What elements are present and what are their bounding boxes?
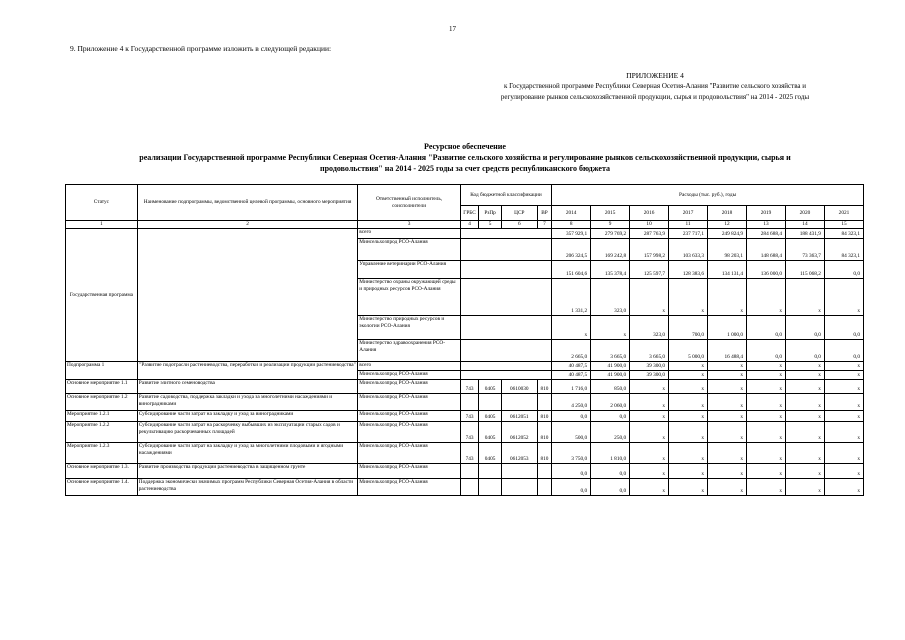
items-section [66,380,864,496]
row-rzpr: 0405 [479,380,502,394]
row-status: Мероприятие 1.2.2 [66,422,138,443]
row-status: Мероприятие 1.2.1 [66,411,138,422]
table-row [66,464,864,479]
row-value: 0,0 [785,316,824,340]
row-value: x [747,443,786,464]
row-value: x [824,464,863,479]
column-index: 7 [537,221,551,229]
column-index: 13 [747,221,786,229]
row-value: 39 300,0 [630,371,669,380]
row-name: Поддержка экономически значимых программ Республики Северная Осетия-Алания в области растениеводства [137,479,358,496]
row-value: x [708,371,747,380]
row-value: 0,0 [552,479,591,496]
row-value: x [669,422,708,443]
row-value: x [630,479,669,496]
row-value: x [747,362,786,371]
row-value: x [747,464,786,479]
row-csr: 0612052 [501,422,537,443]
row-executor: Министерство охраны окружающей среды и природных ресурсов РСО-Алания [358,279,461,316]
row-value: x [747,422,786,443]
row-code-cell [460,340,551,362]
row-value: 41 900,0 [591,362,630,371]
row-value: 73 363,7 [785,239,824,261]
header-rzpr: РзПр [479,206,502,221]
row-csr [501,479,537,496]
row-csr: 0612053 [501,443,537,464]
row-value: x [785,380,824,394]
row-value: x [785,479,824,496]
row-value: x [785,422,824,443]
header-expenses-group: Расходы (тыс. руб.), годы [552,185,864,206]
header-year: 2017 [669,206,708,221]
row-rzpr [479,479,502,496]
row-value: 2 060,0 [591,394,630,411]
gp-section [66,229,864,362]
row-executor: Минсельхозпрод РСО-Алания [358,464,461,479]
row-vr: 810 [537,380,551,394]
row-value: x [708,394,747,411]
row-value: 4 250,0 [552,394,591,411]
row-value: 3 750,0 [552,443,591,464]
row-value: x [824,371,863,380]
header-year: 2014 [552,206,591,221]
row-code-cell [460,362,551,371]
row-value: 40 487,5 [552,371,591,380]
column-index: 10 [630,221,669,229]
row-vr [537,479,551,496]
page-number: 17 [449,25,456,33]
column-index: 15 [824,221,863,229]
row-value: 0,0 [824,316,863,340]
row-value: 169 242,8 [591,239,630,261]
row-value: x [708,443,747,464]
column-index: 6 [501,221,537,229]
row-vr [537,394,551,411]
row-value: 249 824,9 [708,229,747,239]
row-value: x [785,394,824,411]
row-value: x [708,411,747,422]
row-executor: Минсельхозпрод РСО-Алания [358,239,461,261]
column-index-row [66,221,864,229]
row-value: 0,0 [747,316,786,340]
column-index: 4 [460,221,478,229]
row-value: 0,0 [591,411,630,422]
row-executor: Минсельхозпрод РСО-Алания [358,422,461,443]
row-value: 128 383,6 [669,261,708,279]
row-value: x [747,479,786,496]
row-value: x [591,316,630,340]
row-value: x [630,279,669,316]
row-value: 279 769,2 [591,229,630,239]
row-value: 850,0 [591,380,630,394]
column-index: 2 [137,221,358,229]
row-status: Основное мероприятие 1.1 [66,380,138,394]
row-value: 206 324,5 [552,239,591,261]
row-value: x [785,362,824,371]
row-executor: Министерство здравоохранения РСО-Алания [358,340,461,362]
row-value: 5 000,0 [669,340,708,362]
row-value: 151 604,6 [552,261,591,279]
row-value: 125 597,7 [630,261,669,279]
row-value: x [669,411,708,422]
row-grbs: 743 [460,443,478,464]
row-value: x [669,371,708,380]
row-value: 237 717,1 [669,229,708,239]
row-value: 0,0 [552,411,591,422]
row-value: x [669,362,708,371]
appendix-line-3: регулирование рынков сельскохозяйственной продукции, сырья и продовольствия" на 2014 - 2025 годы [500,93,810,101]
header-name: Наименование подпрограммы, ведомственной целевой программы, основного мероприятия [137,185,358,221]
row-executor: Минсельхозпрод РСО-Алания [358,371,461,380]
row-value: x [747,394,786,411]
column-index: 12 [708,221,747,229]
row-value: 0,0 [824,340,863,362]
row-value: 0,0 [824,261,863,279]
resource-table [65,184,864,496]
row-value: 287 763,9 [630,229,669,239]
row-value: 323,0 [630,316,669,340]
header-year: 2018 [708,206,747,221]
row-code-cell [460,239,551,261]
column-index: 9 [591,221,630,229]
document-title [60,141,870,174]
row-value: x [824,479,863,496]
title-line-3: продовольствия" на 2014 - 2025 годы за счет средств республиканского бюджета [319,164,610,173]
row-value: x [708,380,747,394]
header-grbs: ГРБС [460,206,478,221]
row-value: x [747,371,786,380]
table-row [66,380,864,394]
row-code-cell [460,229,551,239]
row-value: 84 323,1 [824,229,863,239]
row-grbs [460,479,478,496]
row-value: x [747,279,786,316]
row-value: 188 431,9 [785,229,824,239]
row-value: x [630,464,669,479]
table-row [66,362,864,371]
row-value: x [824,394,863,411]
row-csr: 0610030 [501,380,537,394]
title-line-2: реализации Государственной программе Республики Северная Осетия-Алания "Развитие сельского хозяйства и регулирование рынков сельскохозяйственной продукции, сырья и [139,153,791,162]
row-executor: Минсельхозпрод РСО-Алания [358,394,461,411]
row-value: x [824,443,863,464]
row-status: Мероприятие 1.2.3 [66,443,138,464]
header-csr: ЦСР [501,206,537,221]
row-status: Основное мероприятие 1.4. [66,479,138,496]
row-name: Развитие производства продукции растениеводства в защищенном грунте [137,464,358,479]
row-status: Основное мероприятие 1.3. [66,464,138,479]
row-value: x [824,279,863,316]
row-code-cell [460,316,551,340]
table-row [66,394,864,411]
column-index: 8 [552,221,591,229]
header-year: 2020 [785,206,824,221]
column-index: 1 [66,221,138,229]
row-value: x [669,443,708,464]
row-value: x [708,479,747,496]
row-value: x [785,464,824,479]
row-executor: всего [358,229,461,239]
row-vr: 810 [537,422,551,443]
header-year: 2021 [824,206,863,221]
row-vr [537,464,551,479]
table-row [66,422,864,443]
intro-text: 9. Приложение 4 к Государственной программе изложить в следующей редакции: [70,44,332,53]
row-value: 84 323,1 [824,239,863,261]
table-row [66,411,864,422]
header-executor: Ответственный исполнитель, соисполнители [358,185,461,221]
row-rzpr [479,394,502,411]
row-value: 323,0 [591,279,630,316]
row-value: x [708,362,747,371]
row-value: 250,0 [591,422,630,443]
column-index: 11 [669,221,708,229]
row-value: x [669,380,708,394]
row-value: 1 000,0 [708,316,747,340]
row-value: 1 716,0 [552,380,591,394]
row-value: x [824,362,863,371]
row-executor: Управление ветеринарии РСО-Алания [358,261,461,279]
row-value: 1 331,2 [552,279,591,316]
row-value: 500,0 [552,422,591,443]
row-value: x [669,394,708,411]
row-value: x [630,380,669,394]
row-csr: 0612051 [501,411,537,422]
row-status: Государственная программа [66,229,138,362]
row-value: 157 998,2 [630,239,669,261]
row-value: x [630,394,669,411]
appendix-header [445,70,865,103]
row-value: x [824,411,863,422]
appendix-line-2: к Государственной программе Республики Северная Осетия-Алания "Развитие сельского хозяйства и [503,82,807,90]
row-value: 135 378,4 [591,261,630,279]
row-value: 41 900,0 [591,371,630,380]
table-row [66,229,864,239]
row-value: 134 131,4 [708,261,747,279]
row-csr [501,464,537,479]
row-rzpr: 0405 [479,411,502,422]
row-value: x [630,422,669,443]
header-vr: ВР [537,206,551,221]
row-rzpr [479,464,502,479]
row-vr: 810 [537,443,551,464]
row-value: x [630,443,669,464]
row-executor: Минсельхозпрод РСО-Алания [358,443,461,464]
row-value: x [552,316,591,340]
row-executor: Минсельхозпрод РСО-Алания [358,380,461,394]
row-value: 0,0 [552,464,591,479]
row-value: 1 810,0 [591,443,630,464]
row-name: "Развитие подотрасли растениеводства, переработки и реализации продукции растениеводства" [137,362,358,380]
row-name: Развитие садоводства, поддержка закладки и ухода за многолетними насаждениями и виноградниками [137,394,358,411]
header-code-group: Код бюджетной классификации [460,185,551,206]
row-value: 148 688,4 [747,239,786,261]
row-value: x [785,411,824,422]
header-status: Статус [66,185,138,221]
row-value: 136 000,0 [747,261,786,279]
row-value: 357 929,1 [552,229,591,239]
row-value: x [747,380,786,394]
row-executor: Минсельхозпрод РСО-Алания [358,479,461,496]
row-executor: Министерство природных ресурсов и экологии РСО-Алания [358,316,461,340]
row-status: Подпрограмма 1 [66,362,138,380]
row-value: 3 665,0 [591,340,630,362]
row-name: Субсидирование части затрат на закладку и уход за виноградниками [137,411,358,422]
title-line-1: Ресурсное обеспечение [424,142,506,151]
row-value: x [747,411,786,422]
column-index: 14 [785,221,824,229]
row-name: Субсидирование части затрат на закладку и уход за многолетними плодовыми и ягодными насаждениями [137,443,358,464]
column-index: 5 [479,221,502,229]
row-grbs [460,464,478,479]
row-value: x [630,411,669,422]
subprogram-section [66,362,864,380]
row-value: x [708,422,747,443]
header-year: 2016 [630,206,669,221]
header-year: 2015 [591,206,630,221]
row-rzpr: 0405 [479,422,502,443]
row-value: 0,0 [747,340,786,362]
row-status: Основное мероприятие 1.2 [66,394,138,411]
row-value: x [669,464,708,479]
row-name: Развитие элитного семеноводства [137,380,358,394]
row-code-cell [460,279,551,316]
row-value: 40 487,5 [552,362,591,371]
row-rzpr: 0405 [479,443,502,464]
row-value: x [708,464,747,479]
row-grbs: 743 [460,422,478,443]
row-code-cell [460,371,551,380]
appendix-title: ПРИЛОЖЕНИЕ 4 [626,71,684,80]
row-value: 2 665,0 [552,340,591,362]
row-value: 0,0 [785,340,824,362]
row-executor: всего [358,362,461,371]
row-name [137,229,358,362]
row-value: 39 300,0 [630,362,669,371]
table-row [66,443,864,464]
row-value: 103 633,3 [669,239,708,261]
row-value: 16 488,4 [708,340,747,362]
table-row [66,479,864,496]
header-year: 2019 [747,206,786,221]
row-value: x [824,380,863,394]
row-value: 0,0 [591,479,630,496]
row-value: 3 665,0 [630,340,669,362]
row-value: 700,0 [669,316,708,340]
column-index: 3 [358,221,461,229]
row-value: x [708,279,747,316]
row-vr: 810 [537,411,551,422]
row-code-cell [460,261,551,279]
row-executor: Минсельхозпрод РСО-Алания [358,411,461,422]
row-value: 0,0 [591,464,630,479]
row-value: x [785,279,824,316]
row-grbs [460,394,478,411]
row-value: x [785,443,824,464]
row-value: 115 068,2 [785,261,824,279]
row-value: x [669,479,708,496]
row-value: 98 203,1 [708,239,747,261]
row-name: Субсидирование части затрат на раскорчевку выбывших из эксплуатации старых садов и рекультивацию раскорчеванных площадей [137,422,358,443]
row-value: x [785,371,824,380]
row-grbs: 743 [460,380,478,394]
row-value: x [669,279,708,316]
row-grbs: 743 [460,411,478,422]
row-csr [501,394,537,411]
row-value: 284 688,4 [747,229,786,239]
row-value: x [824,422,863,443]
